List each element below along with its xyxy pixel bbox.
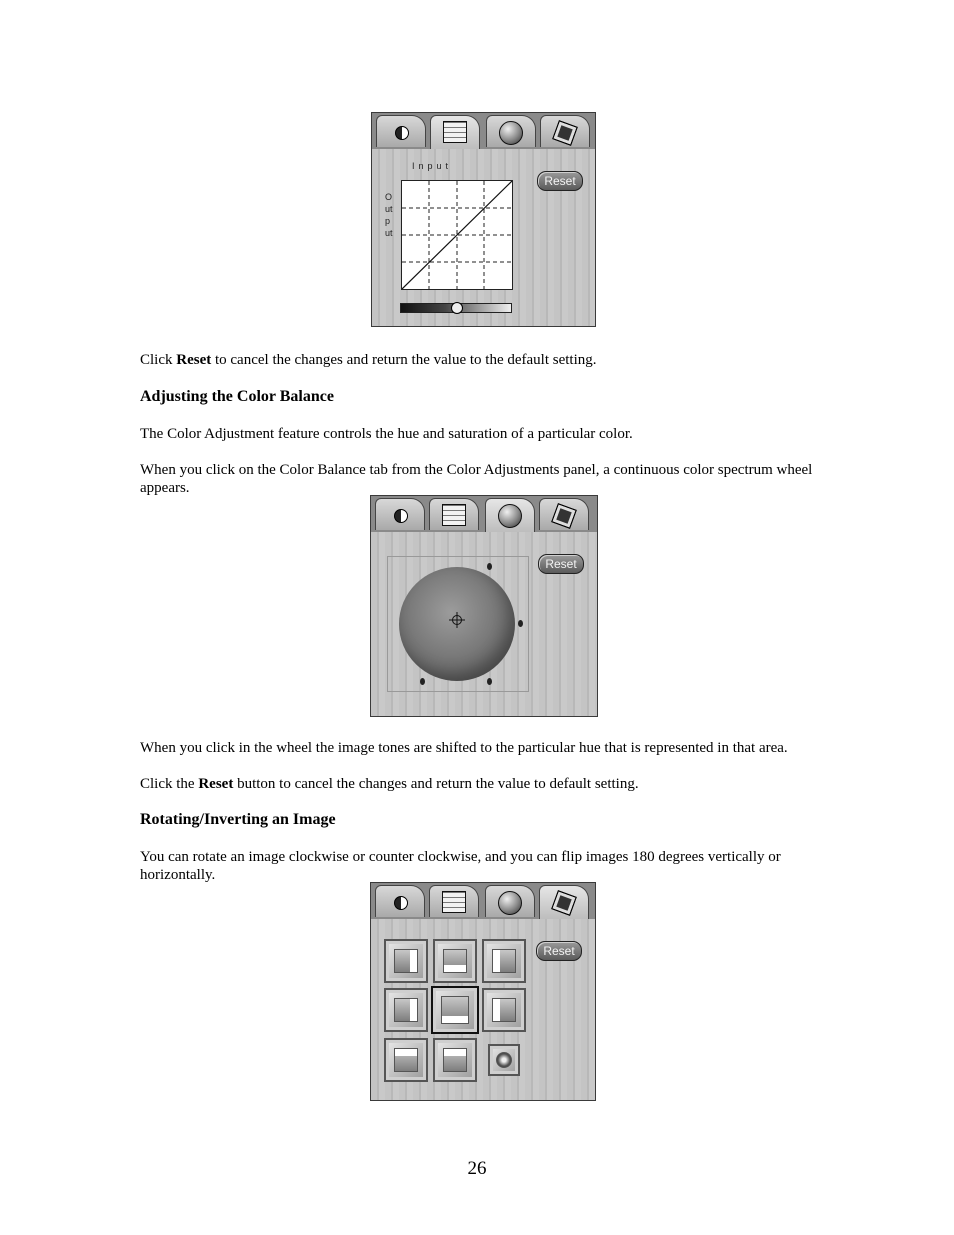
heading-rotating: Rotating/Inverting an Image [140,811,336,828]
tab-curves[interactable] [429,885,479,917]
tab-bar [371,883,595,921]
rotate-right-alt-button[interactable] [482,988,526,1032]
tab-curves[interactable] [430,115,480,149]
rotate-left-button[interactable] [384,939,428,983]
color-ball-icon [499,121,523,143]
reset-button-paragraph: Click the Reset button to cancel the changes and return the value to default setting. [140,776,639,792]
page-number: 26 [467,1158,487,1179]
curve-icon [443,121,467,143]
reset-button[interactable]: Reset [537,171,583,191]
wheel-marker [487,678,492,685]
curve-slider[interactable] [400,303,512,313]
input-axis-label: Input [412,161,453,171]
crosshair-icon[interactable] [449,612,465,628]
heading-color-balance: Adjusting the Color Balance [140,388,334,405]
curve-icon [442,504,466,526]
tab-bar [371,496,597,534]
rotate-paragraph: You can rotate an image clockwise or counter clockwise, and you can flip images 180 degrees vertically or horizontally. [140,849,781,883]
tab-color-balance[interactable] [485,885,535,917]
color-adjustment-paragraph: The Color Adjustment feature controls the hue and saturation of a particular color. [140,426,633,442]
rotate-left-alt-button[interactable] [384,988,428,1032]
rotate-icon [552,504,576,526]
brightness-icon [388,891,412,913]
output-axis-label: Output [385,192,393,238]
color-balance-tab-paragraph: When you click on the Color Balance tab from the Color Adjustments panel, a continuous color spectrum wheel appears. [140,462,813,496]
curve-graph[interactable] [401,180,513,290]
tab-rotate[interactable] [540,115,590,147]
rotate-panel-screenshot [370,882,596,1101]
color-ball-icon [498,891,522,913]
wheel-click-paragraph: When you click in the wheel the image tones are shifted to the particular hue that is represented in that area. [140,740,788,756]
tab-color-balance[interactable] [486,115,536,147]
wheel-marker [420,678,425,685]
wheel-marker [487,563,492,570]
panel-content [371,532,597,716]
flip-vertical-button[interactable] [433,939,477,983]
tab-brightness[interactable] [376,115,426,147]
color-balance-panel-screenshot [370,495,598,717]
tab-bar [372,113,595,151]
reset-button[interactable]: Reset [538,554,584,574]
reset-button[interactable]: Reset [536,941,582,961]
tab-rotate[interactable] [539,498,589,530]
tab-color-balance[interactable] [485,498,535,532]
rotate-icon [553,121,577,143]
slider-knob[interactable] [451,302,463,314]
curve-icon [442,891,466,913]
rotate-180-button[interactable] [433,1038,477,1082]
original-orientation-button[interactable] [431,986,479,1034]
rotate-icon [552,891,576,913]
reset-orientation-icon[interactable] [488,1044,520,1076]
brightness-icon [388,504,412,526]
tab-brightness[interactable] [375,498,425,530]
flip-horizontal-button[interactable] [384,1038,428,1082]
panel-content [371,919,595,1100]
color-ball-icon [498,504,522,526]
tab-curves[interactable] [429,498,479,530]
brightness-icon [389,121,413,143]
tab-brightness[interactable] [375,885,425,917]
wheel-marker [518,620,523,627]
panel-content [372,149,595,326]
tab-rotate[interactable] [539,885,589,919]
reset-description: Click Reset to cancel the changes and return the value to the default setting. [140,352,597,368]
rotate-right-button[interactable] [482,939,526,983]
curves-panel-screenshot [371,112,596,327]
